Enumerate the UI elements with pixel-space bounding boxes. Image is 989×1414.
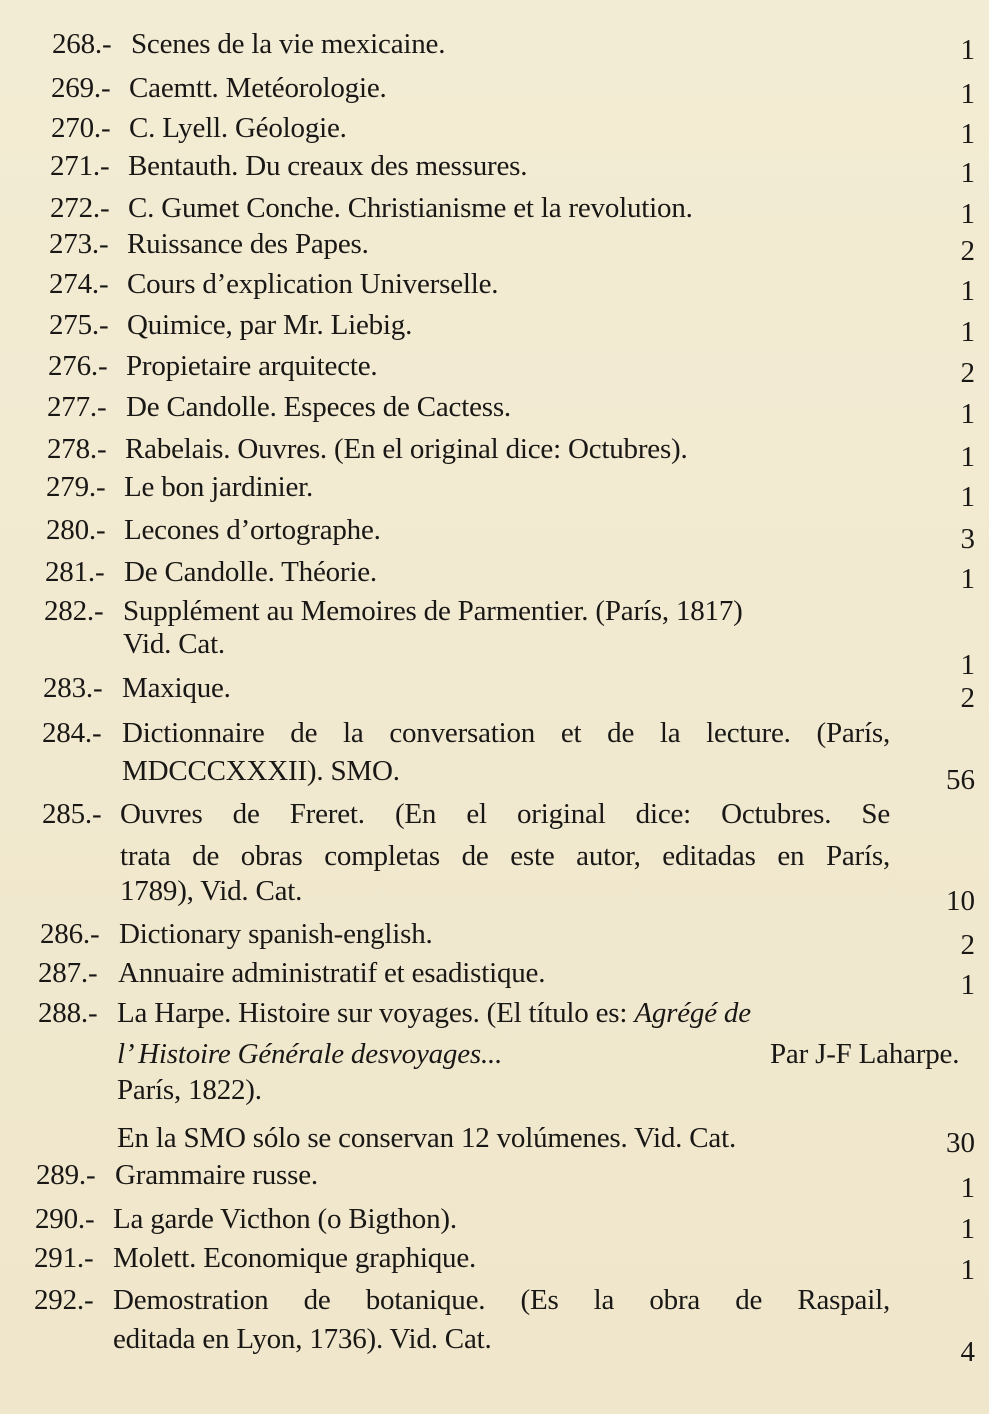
volume-count: 10 <box>946 885 975 917</box>
entry-text-line: Annuaire administratif et esadistique. <box>118 957 546 989</box>
entry-text-line: Supplément au Memoires de Parmentier. (París, 1817) <box>123 595 743 627</box>
entry-number: 282.- <box>44 595 104 627</box>
volume-count: 1 <box>960 441 975 473</box>
entry-number: 292.- <box>34 1284 94 1316</box>
volume-count: 1 <box>960 118 975 150</box>
volume-count: 56 <box>946 764 975 796</box>
entry-text-line: editada en Lyon, 1736). Vid. Cat. <box>113 1323 492 1355</box>
volume-count: 1 <box>960 1213 975 1245</box>
entry-text: La Harpe. Histoire sur voyages. (El título es: <box>117 997 628 1029</box>
volume-count: 1 <box>960 198 975 230</box>
entry-title-italic: Agrégé de <box>634 997 751 1029</box>
volume-count: 1 <box>960 78 975 110</box>
entry-number: 288.- <box>38 997 98 1029</box>
entry-text-line: Molett. Economique graphique. <box>113 1242 477 1274</box>
entry-number: 269.- <box>51 72 111 104</box>
volume-count: 1 <box>960 969 975 1001</box>
entry-text-line: Lecones d’ortographe. <box>124 514 381 546</box>
entry-number: 274.- <box>49 268 109 300</box>
entry-text-line: Dictionnaire de la conversation et de la lecture. (París, <box>122 717 890 749</box>
entry-number: 270.- <box>51 112 111 144</box>
entry-text-line: Rabelais. Ouvres. (En el original dice: Octubres). <box>125 433 688 465</box>
volume-count: 2 <box>960 682 975 714</box>
entry-text-line: Quimice, par Mr. Liebig. <box>127 309 413 341</box>
volume-count: 4 <box>960 1336 975 1368</box>
entry-text-line <box>117 1036 960 1072</box>
entry-text-line: Bentauth. Du creaux des messures. <box>128 150 528 182</box>
entry-number: 276.- <box>48 350 108 382</box>
entry-number: 271.- <box>50 150 110 182</box>
entry-number: 279.- <box>46 471 106 503</box>
volume-count: 1 <box>960 398 975 430</box>
entry-text-line: En la SMO sólo se conservan 12 volúmenes. Vid. Cat. <box>117 1122 737 1154</box>
entry-text-line: Vid. Cat. <box>123 628 225 660</box>
entry-number: 285.- <box>42 798 102 830</box>
entry-text-line: Dictionary spanish-english. <box>119 918 433 950</box>
entry-text-line: Scenes de la vie mexicaine. <box>131 28 446 60</box>
volume-count: 2 <box>960 235 975 267</box>
volume-count: 1 <box>960 1254 975 1286</box>
entry-number: 291.- <box>34 1242 94 1274</box>
entry-number: 287.- <box>38 957 98 989</box>
volume-count: 30 <box>946 1127 975 1159</box>
entry-title-italic: l’ Histoire Générale desvoyages... <box>117 1038 503 1070</box>
entry-text-line: Ouvres de Freret. (En el original dice: Octubres. Se <box>120 798 890 830</box>
entry-text-line: MDCCCXXXII). SMO. <box>122 755 400 787</box>
volume-count: 1 <box>960 649 975 681</box>
entry-text-line: Ruissance des Papes. <box>127 228 369 260</box>
entry-number: 290.- <box>35 1203 95 1235</box>
volume-count: 1 <box>960 316 975 348</box>
entry-number: 275.- <box>49 309 109 341</box>
volume-count: 1 <box>960 1172 975 1204</box>
entry-text-line: De Candolle. Théorie. <box>124 556 377 588</box>
entry-text-line: De Candolle. Especes de Cactess. <box>126 391 511 423</box>
entry-text-line: Maxique. <box>122 672 231 704</box>
entry-text-line: Caemtt. Metéorologie. <box>129 72 387 104</box>
entry-number: 273.- <box>49 228 109 260</box>
entry-number: 272.- <box>50 192 110 224</box>
entry-number: 280.- <box>46 514 106 546</box>
volume-count: 1 <box>960 157 975 189</box>
volume-count: 2 <box>960 357 975 389</box>
entry-text-line: Grammaire russe. <box>115 1159 318 1191</box>
entry-text-line: 1789), Vid. Cat. <box>120 875 303 907</box>
entry-number: 289.- <box>36 1159 96 1191</box>
entry-text-line: Cours d’explication Universelle. <box>127 268 499 300</box>
entry-text-line: La garde Victhon (o Bigthon). <box>113 1203 457 1235</box>
entry-text-line: C. Gumet Conche. Christianisme et la revolution. <box>128 192 693 224</box>
entry-number: 281.- <box>45 556 105 588</box>
entry-text-line: Le bon jardinier. <box>124 471 314 503</box>
entry-text-line: Demostration de botanique. (Es la obra de Raspail, <box>113 1284 890 1316</box>
entry-number: 284.- <box>42 717 102 749</box>
entry-text: Par J-F Laharpe. <box>770 1038 960 1070</box>
entry-number: 278.- <box>47 433 107 465</box>
entry-number: 286.- <box>40 918 100 950</box>
entry-text-line: París, 1822). <box>117 1074 262 1106</box>
entry-text-line <box>117 995 751 1031</box>
volume-count: 1 <box>960 34 975 66</box>
volume-count: 1 <box>960 563 975 595</box>
entry-text-line: Propietaire arquitecte. <box>126 350 378 382</box>
entry-text-line: C. Lyell. Géologie. <box>129 112 347 144</box>
volume-count: 3 <box>960 523 975 555</box>
entry-number: 283.- <box>43 672 103 704</box>
volume-count: 1 <box>960 275 975 307</box>
entry-text-line: trata de obras completas de este autor, editadas en París, <box>120 840 890 872</box>
entry-number: 268.- <box>52 28 112 60</box>
volume-count: 2 <box>960 929 975 961</box>
volume-count: 1 <box>960 481 975 513</box>
entry-number: 277.- <box>47 391 107 423</box>
